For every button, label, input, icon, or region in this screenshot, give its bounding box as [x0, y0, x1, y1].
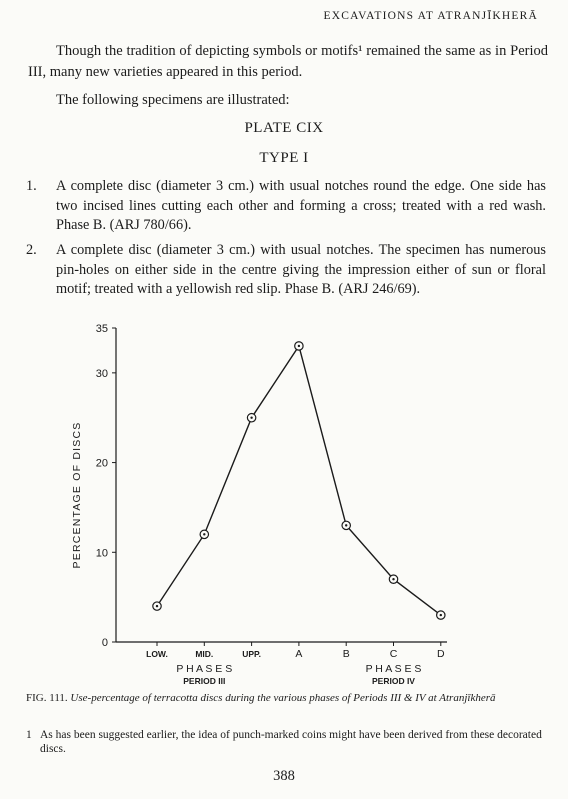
phase-label: P H A S E S	[176, 663, 233, 675]
x-tick-label: D	[437, 648, 445, 660]
y-tick-label: 0	[101, 637, 108, 649]
data-point-dot	[156, 605, 158, 607]
phase-label: P H A S E S	[365, 663, 422, 675]
x-tick-label: B	[342, 648, 350, 660]
figure-caption	[26, 692, 542, 705]
specimen-item-2	[26, 241, 546, 300]
item-number: 1.	[26, 178, 37, 194]
line-chart	[62, 322, 452, 694]
specimen-item-1	[26, 177, 546, 236]
x-tick-label: MID.	[195, 649, 214, 659]
data-point-dot	[298, 345, 300, 347]
x-tick-label: LOW.	[146, 649, 168, 659]
y-tick-label: 35	[95, 323, 108, 335]
x-tick-label: A	[295, 648, 303, 660]
footnote-text: As has been suggested earlier, the idea of punch-marked coins might have been derived from these decorated discs.	[40, 729, 542, 755]
data-point-dot	[345, 524, 347, 526]
data-point-dot	[250, 417, 252, 419]
y-axis-label: PERCENTAGE OF DISCS	[71, 421, 83, 569]
figure-number: FIG. 111.	[26, 692, 68, 704]
data-point-dot	[440, 614, 442, 616]
data-point-dot	[203, 533, 205, 535]
x-tick-label: UPP.	[242, 649, 261, 659]
y-tick-label: 20	[95, 457, 108, 470]
item-text: A complete disc (diameter 3 cm.) with usual notches. The specimen has numerous pin-holes on either side in the centre giving the impression either of sun or floral motif; treated with a yellowish red slip. Phase B. (ARJ 246/69).	[56, 242, 546, 297]
item-number: 2.	[26, 242, 37, 258]
footnote	[26, 728, 548, 756]
specimens-paragraph: The following specimens are illustrated:	[56, 92, 290, 108]
page-number: 388	[273, 768, 295, 784]
series-line	[157, 346, 441, 615]
plate-heading: PLATE CIX	[244, 120, 324, 136]
footnote-mark: 1	[26, 729, 32, 741]
x-tick-label: C	[389, 648, 398, 660]
data-point-dot	[392, 578, 394, 580]
caption-text: Use-percentage of terracotta discs during the various phases of Periods III & IV at Atranjīkherā	[70, 692, 496, 704]
intro-paragraph: Though the tradition of depicting symbols or motifs¹ remained the same as in Period III, many new varieties appeared in this period.	[28, 43, 548, 80]
y-tick-label: 30	[95, 367, 108, 380]
item-text: A complete disc (diameter 3 cm.) with usual notches round the edge. One side has two incised lines cutting each other and forming a cross; treated with a red wash. Phase B. (ARJ 780/66).	[56, 178, 546, 233]
y-tick-label: 10	[95, 547, 108, 560]
type-heading: TYPE I	[259, 150, 309, 166]
period-label: PERIOD IV	[372, 676, 415, 686]
running-head: EXCAVATIONS AT ATRANJĪKHERĀ	[323, 10, 538, 22]
period-label: PERIOD III	[183, 676, 226, 686]
